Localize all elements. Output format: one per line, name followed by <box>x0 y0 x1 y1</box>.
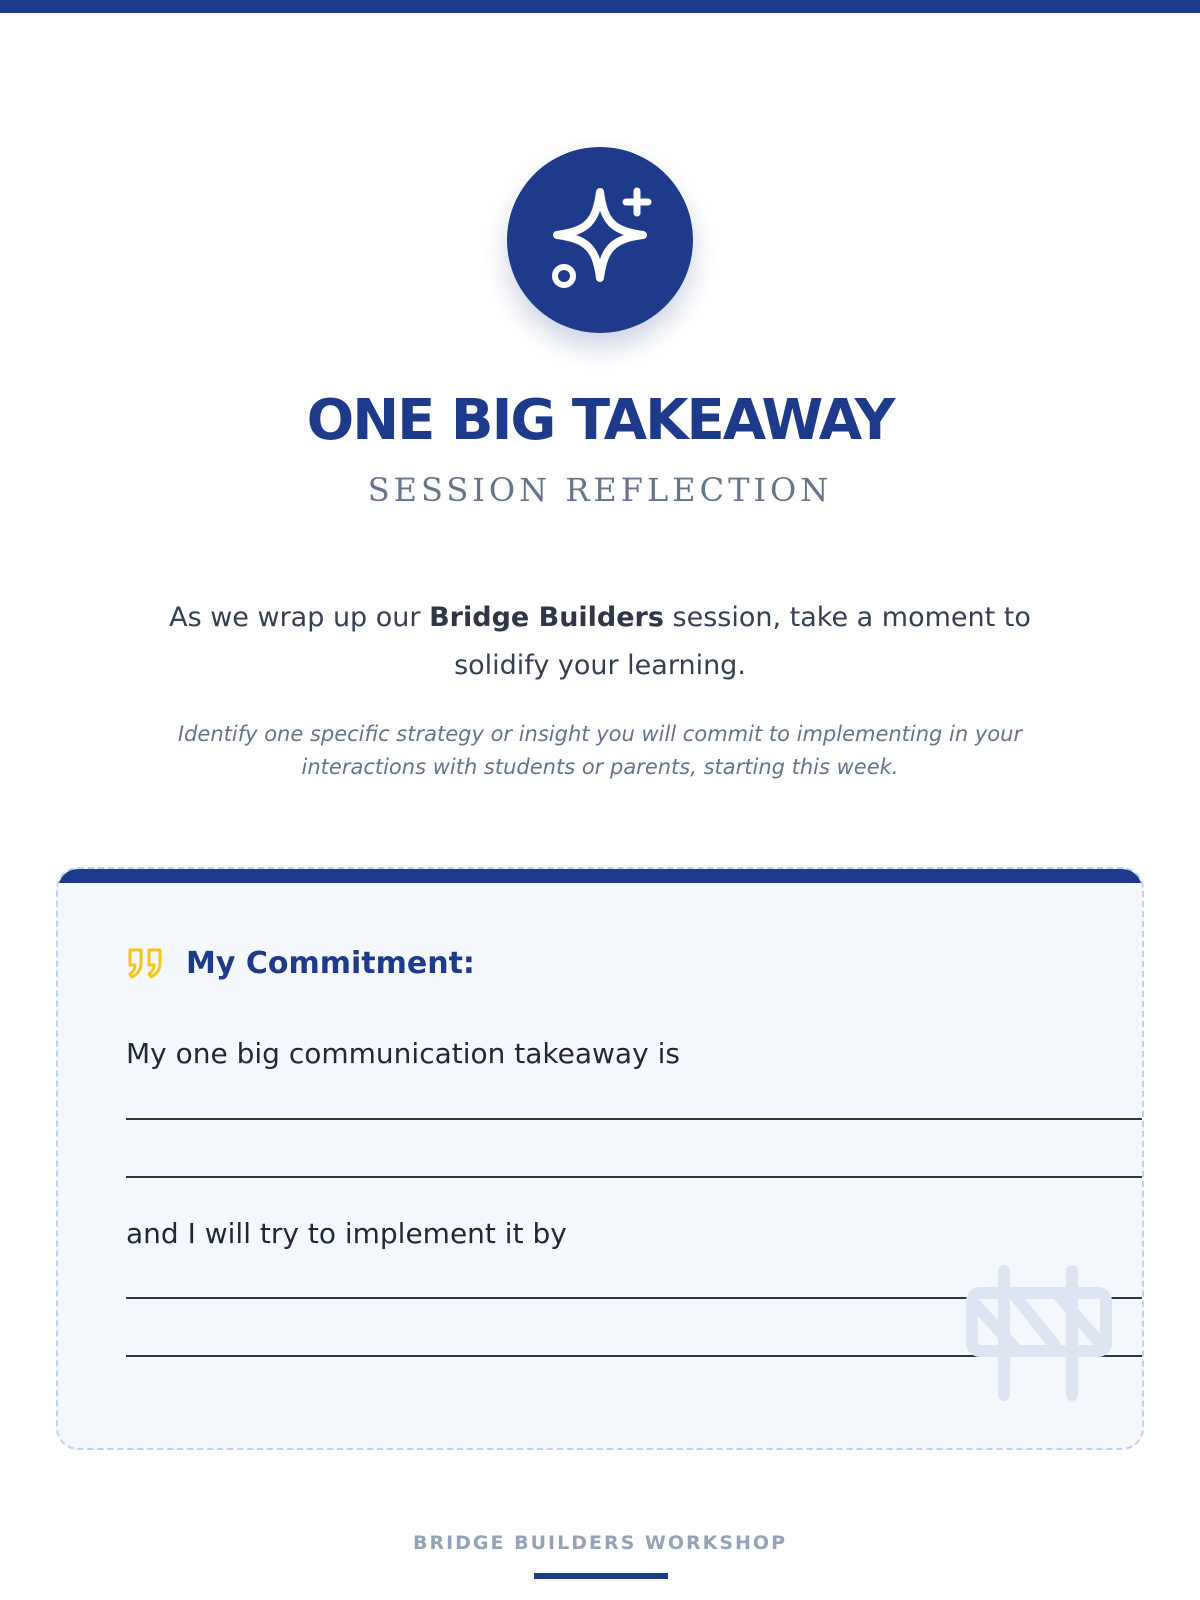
commitment-prompt-implementation: and I will try to implement it by <box>126 1217 567 1250</box>
header-badge <box>507 147 693 333</box>
footer-accent-rule <box>534 1573 668 1579</box>
intro-highlight: Bridge Builders <box>429 602 664 633</box>
takeaway-writing-line-2 <box>126 1176 1144 1178</box>
intro-text-before: As we wrap up our <box>169 602 430 633</box>
page-title: ONE BIG TAKEAWAY <box>306 388 894 453</box>
sparkle-icon <box>507 147 693 333</box>
card-heading-label: My Commitment: <box>186 945 475 981</box>
instruction-text: Identify one specific strategy or insight you will commit to implementing in your interactions with students or parents, starting this week. <box>177 722 1023 779</box>
commitment-card <box>56 867 1144 1450</box>
footer-label: BRIDGE BUILDERS WORKSHOP <box>412 1532 788 1554</box>
takeaway-writing-line-1 <box>126 1118 1144 1120</box>
page-subtitle: SESSION REFLECTION <box>367 471 833 509</box>
intro-paragraph <box>130 594 1070 690</box>
commitment-prompt-takeaway: My one big communication takeaway is <box>126 1037 680 1070</box>
intro-text-after: session, take a moment to solidify your learning. <box>454 602 1031 681</box>
card-top-accent <box>58 869 1142 883</box>
top-accent-bar <box>0 0 1200 13</box>
road-barrier-icon <box>964 1265 1114 1401</box>
card-heading <box>126 943 475 983</box>
quote-icon <box>126 943 166 983</box>
